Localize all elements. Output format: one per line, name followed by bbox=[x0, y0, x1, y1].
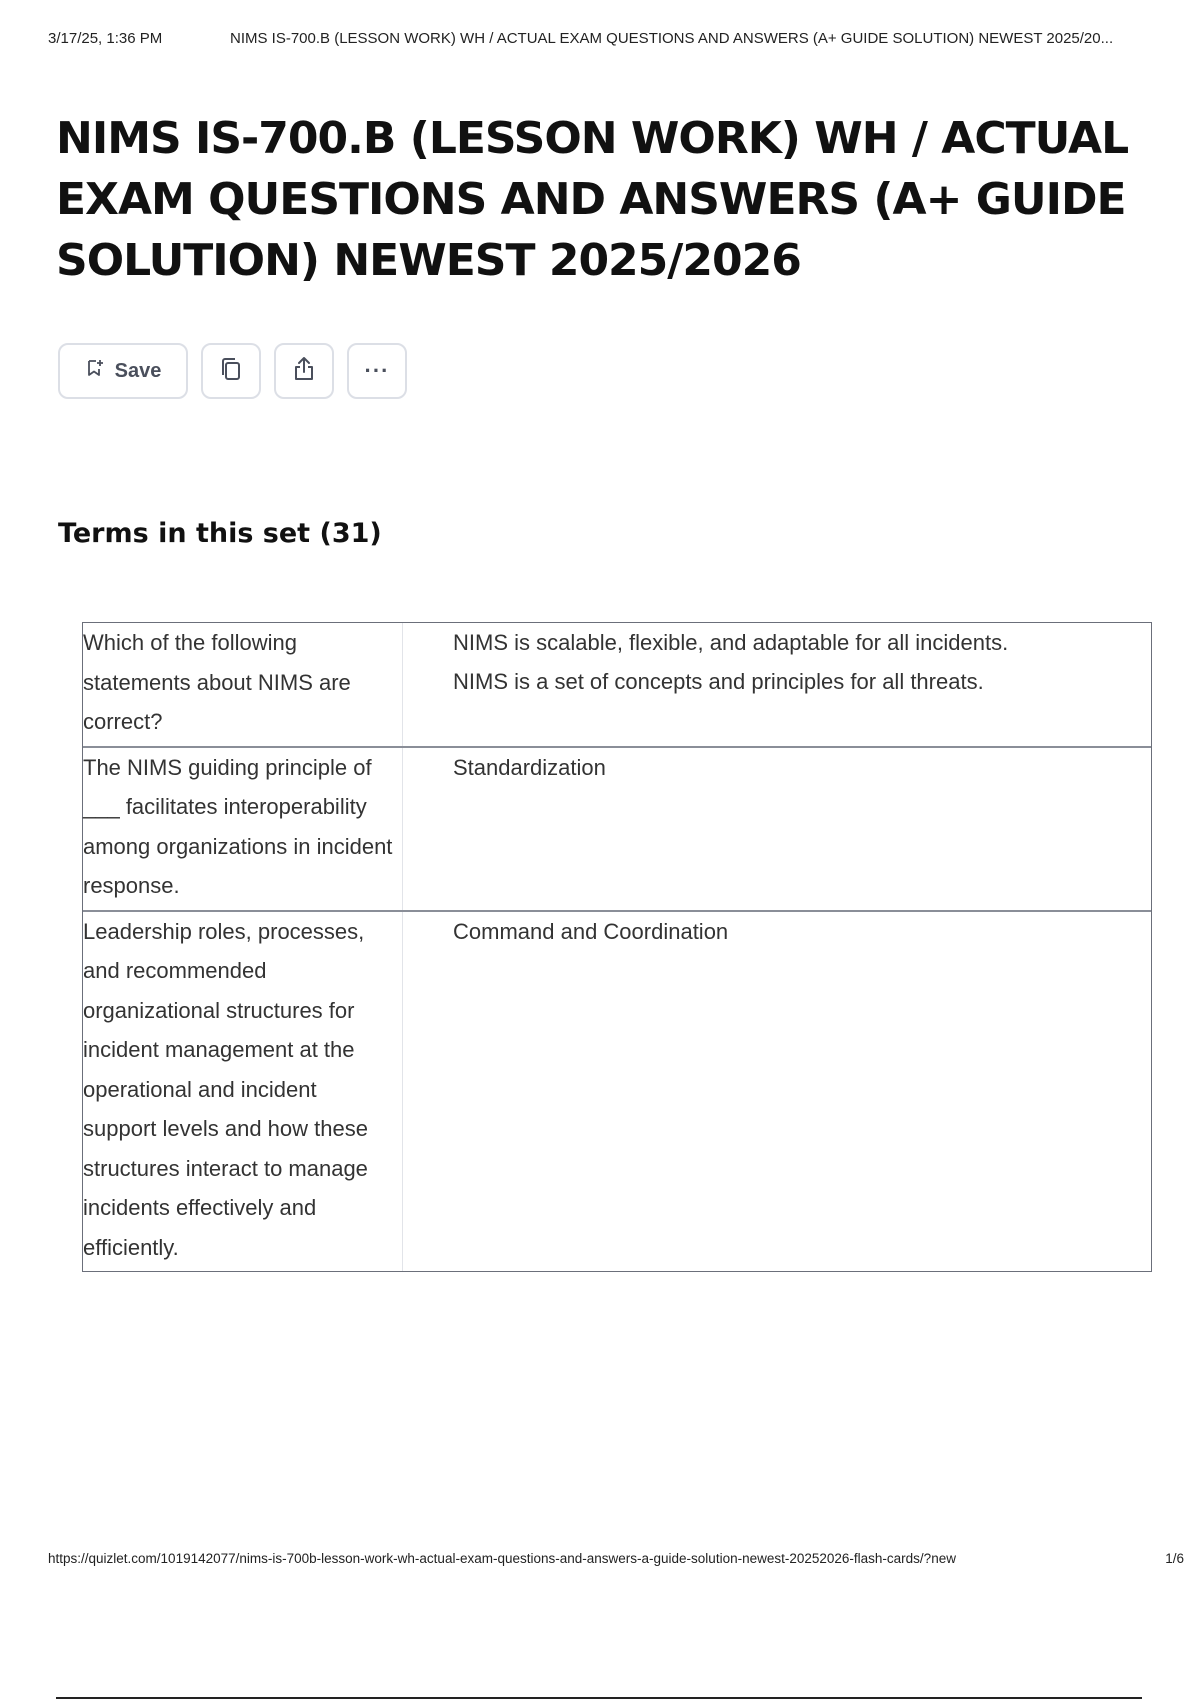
definition-line: NIMS is a set of concepts and principles for all threats. bbox=[453, 669, 984, 694]
term-row bbox=[83, 746, 1151, 910]
share-icon bbox=[290, 355, 318, 388]
print-url: https://quizlet.com/1019142077/nims-is-700b-lesson-work-wh-actual-exam-questions-and-answers-a-guide-solution-newest-20252026-flash-cards/?new bbox=[48, 1551, 956, 1566]
terms-table bbox=[82, 622, 1152, 1272]
term-text: Which of the following statements about NIMS are correct? bbox=[83, 623, 403, 746]
page-title: NIMS IS-700.B (LESSON WORK) WH / ACTUAL EXAM QUESTIONS AND ANSWERS (A+ GUIDE SOLUTION) NEWEST 2025/2026 bbox=[56, 113, 1129, 286]
term-definition bbox=[403, 748, 1151, 910]
term-text: Leadership roles, processes, and recommended organizational structures for incident management at the operational and incident support levels and how these structures interact to manage incidents effectively and efficiently. bbox=[83, 912, 403, 1272]
save-button[interactable] bbox=[58, 343, 188, 399]
divider bbox=[56, 1697, 1142, 1699]
share-button[interactable] bbox=[274, 343, 334, 399]
definition-line: Standardization bbox=[453, 754, 606, 780]
save-label: Save bbox=[114, 359, 162, 382]
copy-button[interactable] bbox=[201, 343, 261, 399]
term-text: The NIMS guiding principle of ___ facilitates interoperability among organizations in incident response. bbox=[83, 748, 403, 910]
definition-line: Command and Coordination bbox=[453, 918, 729, 944]
copy-icon bbox=[217, 355, 245, 388]
more-options-button[interactable] bbox=[347, 343, 407, 399]
term-definition bbox=[403, 912, 1151, 1272]
bookmark-add-icon bbox=[85, 358, 105, 384]
term-row bbox=[83, 910, 1151, 1272]
print-doc-title: NIMS IS-700.B (LESSON WORK) WH / ACTUAL EXAM QUESTIONS AND ANSWERS (A+ GUIDE SOLUTION) NEWEST 2025/20... bbox=[230, 30, 1114, 47]
term-definition bbox=[403, 623, 1151, 746]
term-row bbox=[83, 623, 1151, 746]
definition-line: NIMS is scalable, flexible, and adaptable for all incidents. bbox=[453, 630, 1009, 655]
page-number: 1/6 bbox=[1165, 1551, 1184, 1566]
terms-heading: Terms in this set (31) bbox=[58, 518, 382, 549]
more-icon: ··· bbox=[364, 358, 390, 383]
print-date: 3/17/25, 1:36 PM bbox=[48, 30, 163, 47]
